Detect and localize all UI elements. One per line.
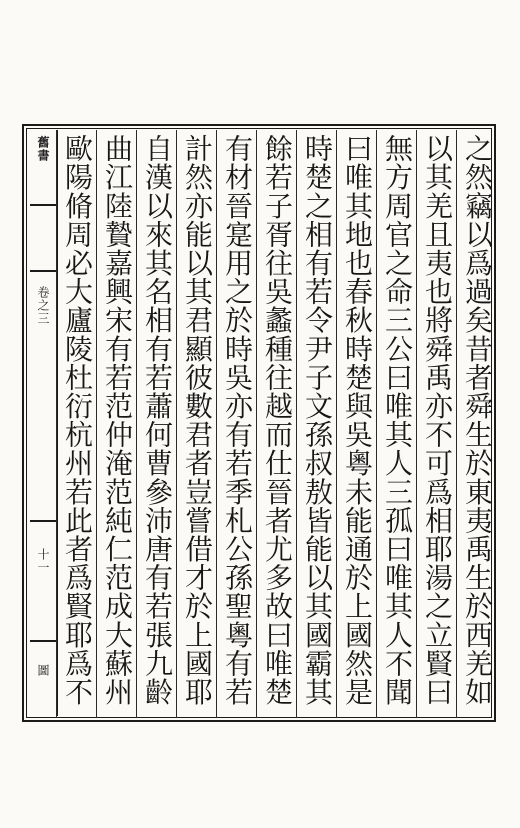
column-text: 計然亦能以其君顯彼數君者豈嘗借才於上國耶 [181,134,214,706]
column-text: 之然竊以爲過矣昔者舜生於東夷禹生於西羌如 [461,134,494,706]
gutter-title: 舊書 [36,136,50,162]
column-text: 以其羌且夷也將舜禹亦不可爲相耶湯之立賢曰 [421,134,454,706]
text-column [136,130,176,718]
text-column [336,130,376,718]
gutter-rule-top [30,204,56,206]
column-text: 自漢以來其名相有若蕭何曹參沛唐有若張九齡 [141,134,174,706]
column-text: 餘若子胥往吳蠡種往越而仕晉者尤多故曰唯楚 [261,134,294,706]
column-text: 曲江陸贄嘉興宋有若范仲淹范純仁范成大蘇州 [101,134,134,706]
column-text: 歐陽脩周必大廬陵杜衍杭州若此者爲賢耶爲不 [61,134,94,706]
text-column [456,130,496,718]
gutter-page-number: 十一 [36,548,50,574]
text-column [216,130,256,718]
gutter-rule-lower [30,520,56,522]
text-column [416,130,456,718]
text-column [376,130,416,718]
text-column [176,130,216,718]
gutter-rule-upper [30,270,56,272]
column-text: 無方周官之命三公曰唯其人三孤曰唯其人不聞 [381,134,414,706]
page-gutter [30,130,58,716]
gutter-mark: 圖 [36,664,50,677]
column-text: 曰唯其地也春秋時楚與吳粵未能通於上國然是 [341,134,374,706]
text-column [56,130,96,718]
gutter-volume: 卷之三 [36,286,50,325]
text-column [256,130,296,718]
gutter-rule-bottom [30,640,56,642]
text-columns [56,130,496,718]
column-text: 時楚之相有若令尹子文孫叔敖皆能以其國霸其 [301,134,334,706]
text-column [96,130,136,718]
column-text: 有材晉寔用之於時吳亦有若季札公孫聖粵有若 [221,134,254,706]
text-column [296,130,336,718]
